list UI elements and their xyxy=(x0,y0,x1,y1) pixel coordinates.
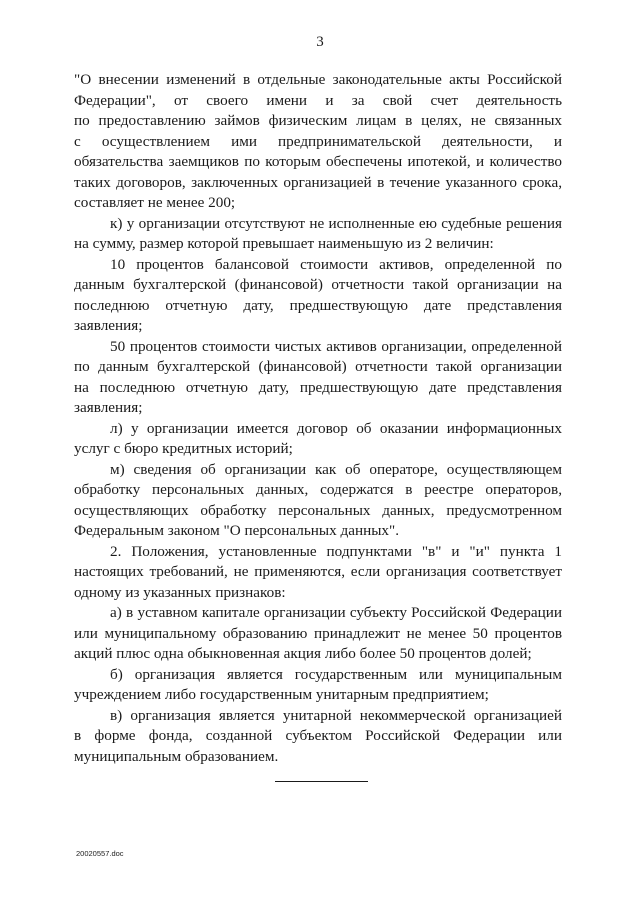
text-line: в) организация является унитарной некоммерческой организацией xyxy=(110,706,562,724)
text-line: заявления; xyxy=(74,399,143,416)
text-line: таких договоров, заключенных организацией в течение указанного срока, xyxy=(74,173,562,191)
text-line: по предоставлению займов физическим лицам в целях, не связанных xyxy=(74,112,562,129)
paragraph-continuation xyxy=(74,70,562,214)
paragraph-item-k-2 xyxy=(74,337,562,419)
paragraph-item-a xyxy=(74,603,562,665)
text-line: "О внесении изменений в отдельные законодательные акты Российской xyxy=(74,71,562,88)
text-line: в форме фонда, созданной субъектом Российской Федерации или xyxy=(74,727,562,744)
text-line: учреждением либо государственным унитарным предприятием; xyxy=(74,686,489,703)
paragraph-item-k-1 xyxy=(74,255,562,337)
text-line: данным бухгалтерской (финансовой) отчетности такой организации на xyxy=(74,276,562,293)
text-line: на сумму, размер которой превышает наименьшую из 2 величин: xyxy=(74,235,494,252)
text-line: составляет не менее 200; xyxy=(74,194,236,211)
end-divider xyxy=(275,781,368,782)
text-line: л) у организации имеется договор об оказании информационных xyxy=(110,419,562,437)
text-line: услуг с бюро кредитных историй; xyxy=(74,440,293,457)
text-line: обязательства заемщиков по которым обеспечены ипотекой, и количество xyxy=(74,153,562,170)
text-line: 10 процентов балансовой стоимости активов, определенной по xyxy=(110,255,562,273)
text-line: или муниципальному образованию принадлежит не менее 50 процентов xyxy=(74,624,562,642)
file-code: 20020557.doc xyxy=(76,849,124,858)
text-line: к) у организации отсутствуют не исполненные ею судебные решения xyxy=(110,214,562,232)
text-line: Федеральным законом "О персональных данных". xyxy=(74,522,400,539)
text-line: а) в уставном капитале организации субъекту Российской Федерации xyxy=(110,604,562,621)
text-line: Федерации", от своего имени и за свой счет деятельность xyxy=(74,91,562,109)
paragraph-item-k xyxy=(74,214,562,255)
text-line: м) сведения об организации как об операторе, осуществляющем xyxy=(110,460,562,478)
text-line: последнюю отчетную дату, предшествующую дате представления xyxy=(74,296,562,314)
paragraph-item-v xyxy=(74,706,562,768)
page-number: 3 xyxy=(316,34,324,50)
text-line: осуществляющих обработку персональных данных, предусмотренном xyxy=(74,501,562,519)
text-line: муниципальным образованием. xyxy=(74,747,279,765)
text-line: 2. Положения, установленные подпунктами "в" и "и" пункта 1 xyxy=(110,542,562,560)
document-body xyxy=(74,70,562,767)
text-line: 50 процентов стоимости чистых активов организации, определенной xyxy=(110,337,562,355)
text-line: настоящих требований, не применяются, если организация соответствует xyxy=(74,563,562,580)
text-line: б) организация является государственным или муниципальным xyxy=(110,665,562,683)
paragraph-item-l xyxy=(74,419,562,460)
text-line: заявления; xyxy=(74,317,143,334)
text-line: обработку персональных данных, содержатся в реестре операторов, xyxy=(74,481,562,498)
paragraph-item-b xyxy=(74,665,562,706)
text-line: на последнюю отчетную дату, предшествующую дате представления xyxy=(74,378,562,396)
text-line: по данным бухгалтерской (финансовой) отчетности такой организации xyxy=(74,358,562,375)
paragraph-item-m xyxy=(74,460,562,542)
text-line: с осуществлением ими предпринимательской деятельности, и xyxy=(74,132,562,150)
text-line: одному из указанных признаков: xyxy=(74,583,286,601)
text-line: акций плюс одна обыкновенная акция либо более 50 процентов долей; xyxy=(74,645,532,662)
paragraph-clause-2 xyxy=(74,542,562,604)
